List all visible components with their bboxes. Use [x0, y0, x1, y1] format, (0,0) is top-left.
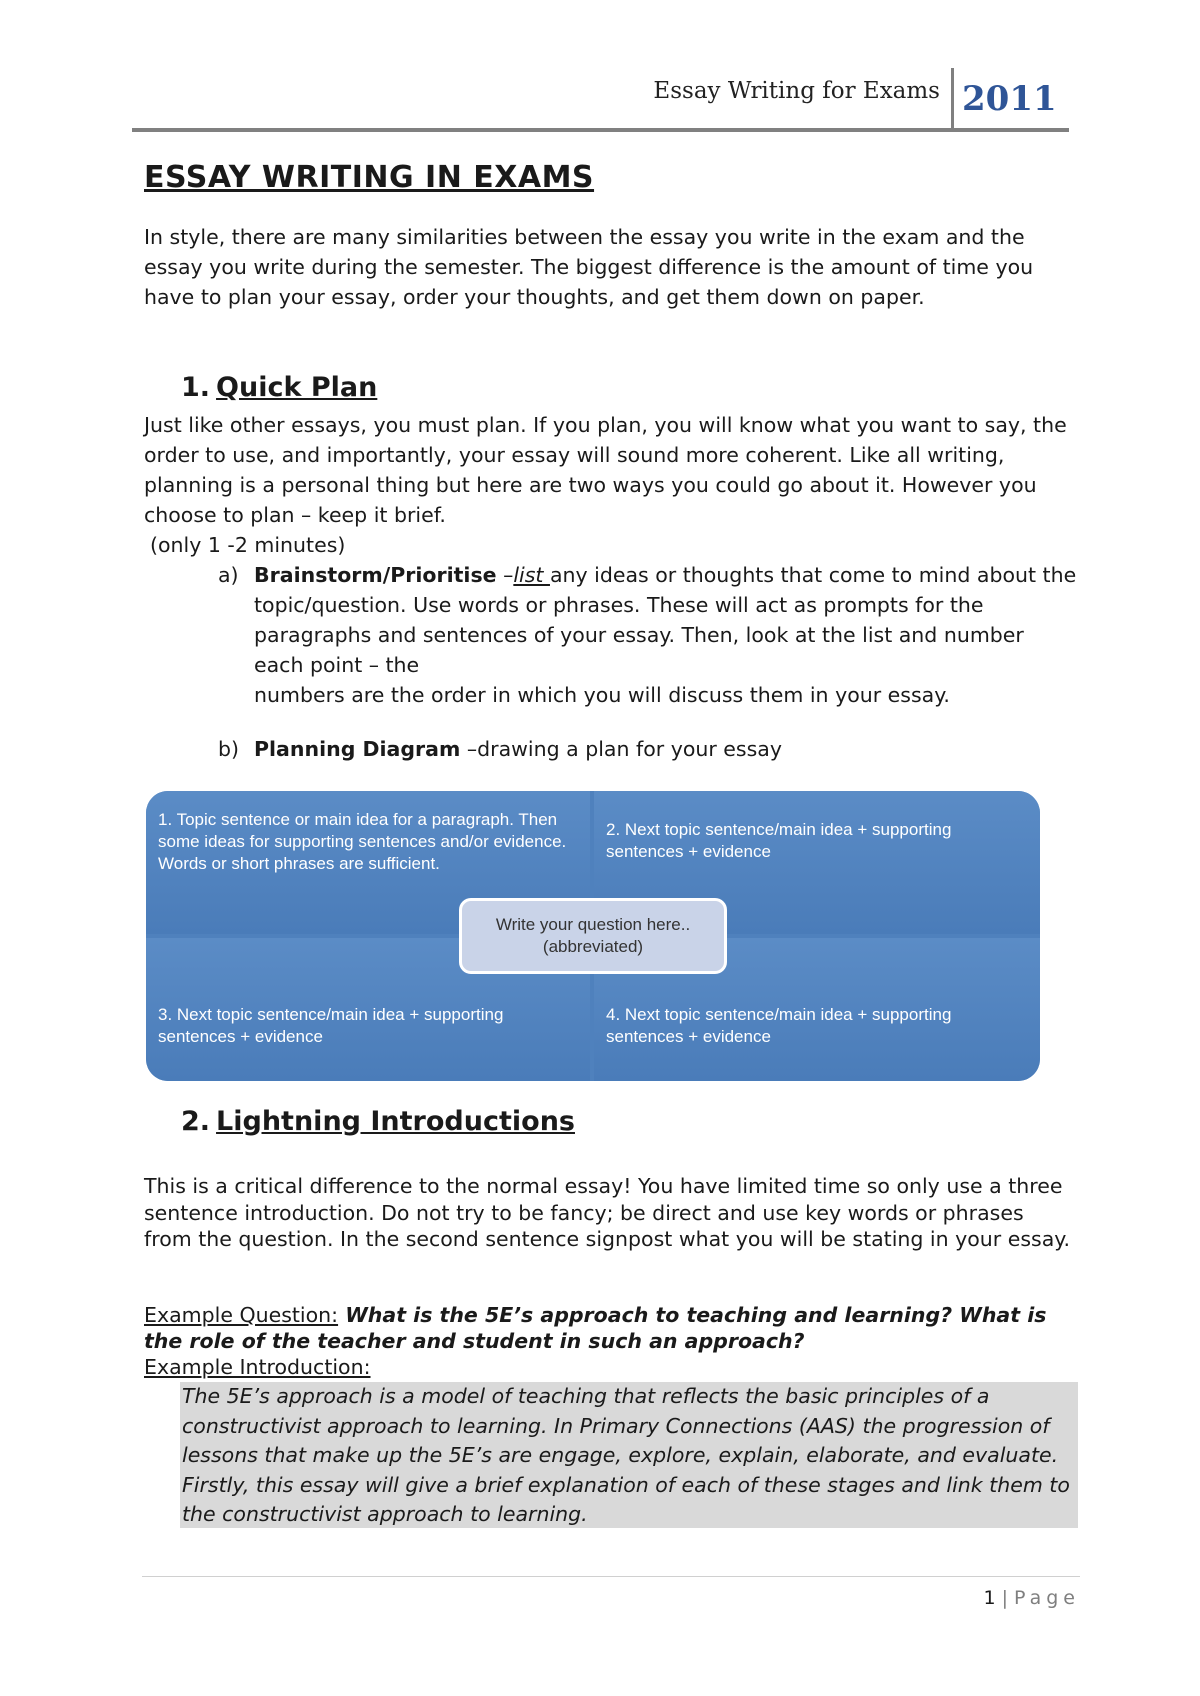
example-introduction-label	[144, 1354, 1074, 1380]
section-heading-text: Quick Plan	[216, 372, 378, 403]
example-question	[144, 1302, 1074, 1354]
planning-diagram	[146, 791, 1040, 1081]
example-question-label: Example Question:	[144, 1303, 339, 1327]
document-title: ESSAY WRITING IN EXAMS	[144, 160, 595, 195]
header-year: 2011	[962, 79, 1057, 119]
footer-rule	[142, 1576, 1080, 1577]
diagram-quadrant-2: 2. Next topic sentence/main idea + supporting sentences + evidence	[594, 791, 1040, 934]
section-heading-text: Lightning Introductions	[216, 1106, 575, 1137]
list-text: –drawing a plan for your essay	[460, 737, 782, 761]
list-item-planning-diagram	[218, 734, 1078, 764]
list-text: any ideas or thoughts that come to mind about the topic/question. Use words or phrases. These will act as prompts for the paragraphs and sentences of your essay. Then, look at the list and number each point – the	[254, 563, 1077, 677]
example-question-text: What is the 5E’s approach to teaching and learning? What is the role of the teacher and student in such an approach?	[144, 1303, 1047, 1353]
intro-paragraph: In style, there are many similarities between the essay you write in the exam and the essay you write during the semester. The biggest difference is the amount of time you have to plan your essay, order your thoughts, and get them down on paper.	[144, 225, 1034, 309]
list-term: Brainstorm/Prioritise	[254, 563, 497, 587]
question-box-line-1: Write your question here..	[495, 915, 691, 934]
section-number: 1.	[181, 372, 211, 403]
list-item-brainstorm	[218, 560, 1078, 710]
diagram-quadrant-4: 4. Next topic sentence/main idea + supporting sentences + evidence	[594, 938, 1040, 1081]
diagram-question-box	[459, 898, 727, 974]
page-number: 1	[983, 1587, 996, 1609]
quick-plan-paragraph: Just like other essays, you must plan. If you plan, you will know what you want to say, the order to use, and importantly, your essay will sound more coherent. Like all writing, planning is a personal thing but here are two ways you could go about it. However you choose to plan – keep it brief.	[144, 413, 1067, 527]
list-marker: a)	[218, 563, 239, 587]
list-dash: –	[496, 563, 514, 587]
footer-separator: |	[1001, 1587, 1008, 1609]
example-introduction-text: The 5E’s approach is a model of teaching that reflects the basic principles of a constructivist approach to learning. In Primary Connections (AAS) the progression of lessons that make up the 5E’s are engage, explore, explain, elaborate, and evaluate. Firstly, this essay will give a brief explanation of each of these stages and link them to the constructivist approach to learning.	[182, 1384, 1070, 1526]
header-title: Essay Writing for Exams	[653, 78, 940, 104]
page-footer	[900, 1587, 1080, 1609]
lightning-intro-paragraph: This is a critical difference to the normal essay! You have limited time so only use a three sentence introduction. Do not try to be fancy; be direct and use key words or phrases from the question. In the second sentence signpost what you will be stating in your essay.	[144, 1174, 1071, 1251]
header-separator	[951, 68, 954, 130]
section-number: 2.	[181, 1106, 211, 1137]
section-heading-lightning-introductions	[181, 1106, 575, 1137]
list-text-continued: numbers are the order in which you will discuss them in your essay.	[254, 683, 950, 707]
example-intro-label: Example Introduction:	[144, 1355, 371, 1379]
question-box-line-2: (abbreviated)	[542, 937, 644, 956]
list-marker: b)	[218, 737, 240, 761]
list-emphasis: list	[513, 563, 550, 587]
diagram-quadrant-3: 3. Next topic sentence/main idea + supporting sentences + evidence	[146, 938, 590, 1081]
list-term: Planning Diagram	[254, 737, 461, 761]
header-rule	[132, 128, 1069, 132]
page-label: Page	[1014, 1587, 1080, 1609]
section-heading-quick-plan	[181, 372, 377, 403]
diagram-quadrant-1: 1. Topic sentence or main idea for a paragraph. Then some ideas for supporting sentences and/or evidence. Words or short phrases are sufficient.	[146, 791, 590, 934]
time-note: (only 1 -2 minutes)	[150, 533, 346, 557]
